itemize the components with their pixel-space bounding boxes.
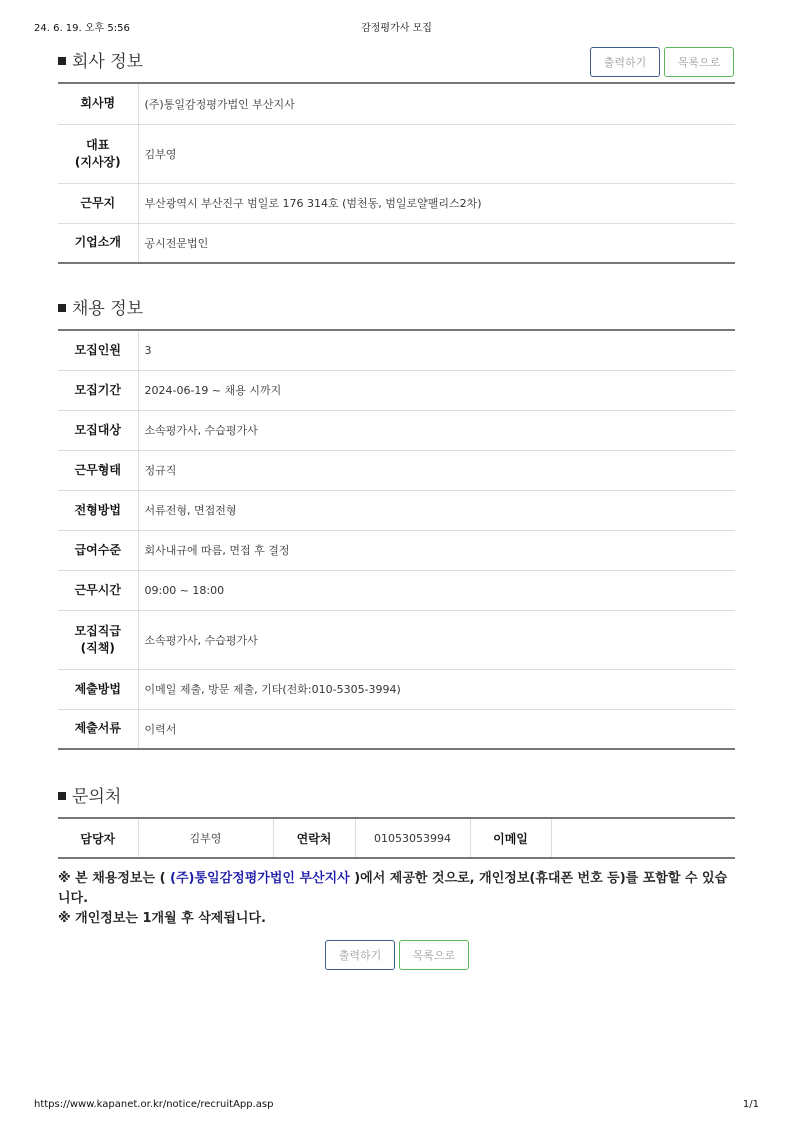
workplace-label: 근무지 — [58, 183, 138, 223]
company-intro-label: 기업소개 — [58, 223, 138, 263]
table-row — [58, 530, 735, 570]
table-row — [58, 490, 735, 530]
submission-method-value: 이메일 제출, 방문 제출, 기타(전화:010-5305-3994) — [138, 669, 735, 709]
back-to-list-button[interactable]: 목록으로 — [664, 47, 734, 77]
page-number: 1/1 — [742, 1099, 759, 1110]
position-value: 소속평가사, 수습평가사 — [138, 610, 735, 669]
manager-label: 담당자 — [58, 818, 138, 858]
work-hours-value: 09:00 ~ 18:00 — [138, 570, 735, 610]
period-label: 모집기간 — [58, 370, 138, 410]
company-section-title: 회사 정보 — [58, 47, 143, 72]
email-label: 이메일 — [470, 818, 551, 858]
phone-value: 01053053994 — [355, 818, 470, 858]
table-row — [58, 410, 735, 450]
notice-line-2: ※ 개인정보는 1개월 후 삭제됩니다. — [58, 911, 266, 926]
screening-value: 서류전형, 면접전형 — [138, 490, 735, 530]
table-row — [58, 669, 735, 709]
company-info-table — [58, 82, 735, 264]
employment-type-label: 근무형태 — [58, 450, 138, 490]
headcount-value: 3 — [138, 330, 735, 370]
print-button[interactable]: 출력하기 — [325, 940, 395, 970]
email-value — [551, 818, 735, 858]
square-bullet-icon — [58, 57, 66, 65]
recruit-section-title: 채용 정보 — [58, 294, 143, 319]
table-row — [58, 223, 735, 263]
headcount-label: 모집인원 — [58, 330, 138, 370]
square-bullet-icon — [58, 304, 66, 312]
table-row — [58, 330, 735, 370]
back-to-list-button[interactable]: 목록으로 — [399, 940, 469, 970]
target-label: 모집대상 — [58, 410, 138, 450]
print-header — [34, 19, 759, 35]
table-row — [58, 610, 735, 669]
documents-value: 이력서 — [144, 722, 177, 736]
page-url: https://www.kapanet.or.kr/notice/recruitApp.asp — [34, 1099, 274, 1110]
work-hours-label: 근무시간 — [58, 570, 138, 610]
print-button[interactable]: 출력하기 — [590, 47, 660, 77]
table-row — [58, 818, 735, 858]
print-footer — [34, 1099, 759, 1113]
company-intro-value: 공시전문법인 — [144, 236, 209, 250]
table-row — [58, 570, 735, 610]
notice-line-1: ※ 본 채용정보는 ( (주)통일감정평가법인 부산지사 )에서 제공한 것으로, 개인정보(휴대폰 번호 등)를 포함할 수 있습니다. — [58, 871, 728, 906]
print-title: 감정평가사 모집 — [361, 23, 432, 34]
notice-company-name: (주)통일감정평가법인 부산지사 — [170, 871, 350, 886]
table-row — [58, 709, 735, 749]
contact-table — [58, 817, 735, 859]
workplace-value: 부산광역시 부산진구 범일로 176 314호 (범천동, 범일로얄팰리스2차) — [138, 183, 735, 223]
phone-label: 연락처 — [273, 818, 355, 858]
screening-label: 전형방법 — [58, 490, 138, 530]
table-row — [58, 370, 735, 410]
company-name-value: (주)통일감정평가법인 부산지사 — [138, 83, 735, 124]
target-value: 소속평가사, 수습평가사 — [138, 410, 735, 450]
privacy-notice — [58, 869, 738, 929]
salary-value: 회사내규에 따름, 면접 후 결정 — [138, 530, 735, 570]
representative-value: 김부영 — [138, 124, 735, 183]
recruit-info-table — [58, 329, 735, 750]
square-bullet-icon — [58, 792, 66, 800]
table-row — [58, 83, 735, 124]
print-date: 24. 6. 19. 오후 5:56 — [34, 23, 130, 34]
table-row — [58, 183, 735, 223]
documents-label: 제출서류 — [58, 709, 138, 749]
table-row — [58, 124, 735, 183]
salary-label: 급여수준 — [58, 530, 138, 570]
position-label: 모집직급 (직책) — [58, 610, 138, 669]
manager-value: 김부영 — [138, 818, 273, 858]
period-value: 2024-06-19 ~ 채용 시까지 — [138, 370, 735, 410]
submission-method-label: 제출방법 — [58, 669, 138, 709]
contact-section-title: 문의처 — [58, 782, 121, 807]
table-row — [58, 450, 735, 490]
representative-label: 대표 (지사장) — [58, 124, 138, 183]
company-name-label: 회사명 — [58, 83, 138, 124]
bottom-button-group — [325, 940, 469, 970]
top-button-group — [590, 47, 734, 77]
employment-type-value: 정규직 — [138, 450, 735, 490]
